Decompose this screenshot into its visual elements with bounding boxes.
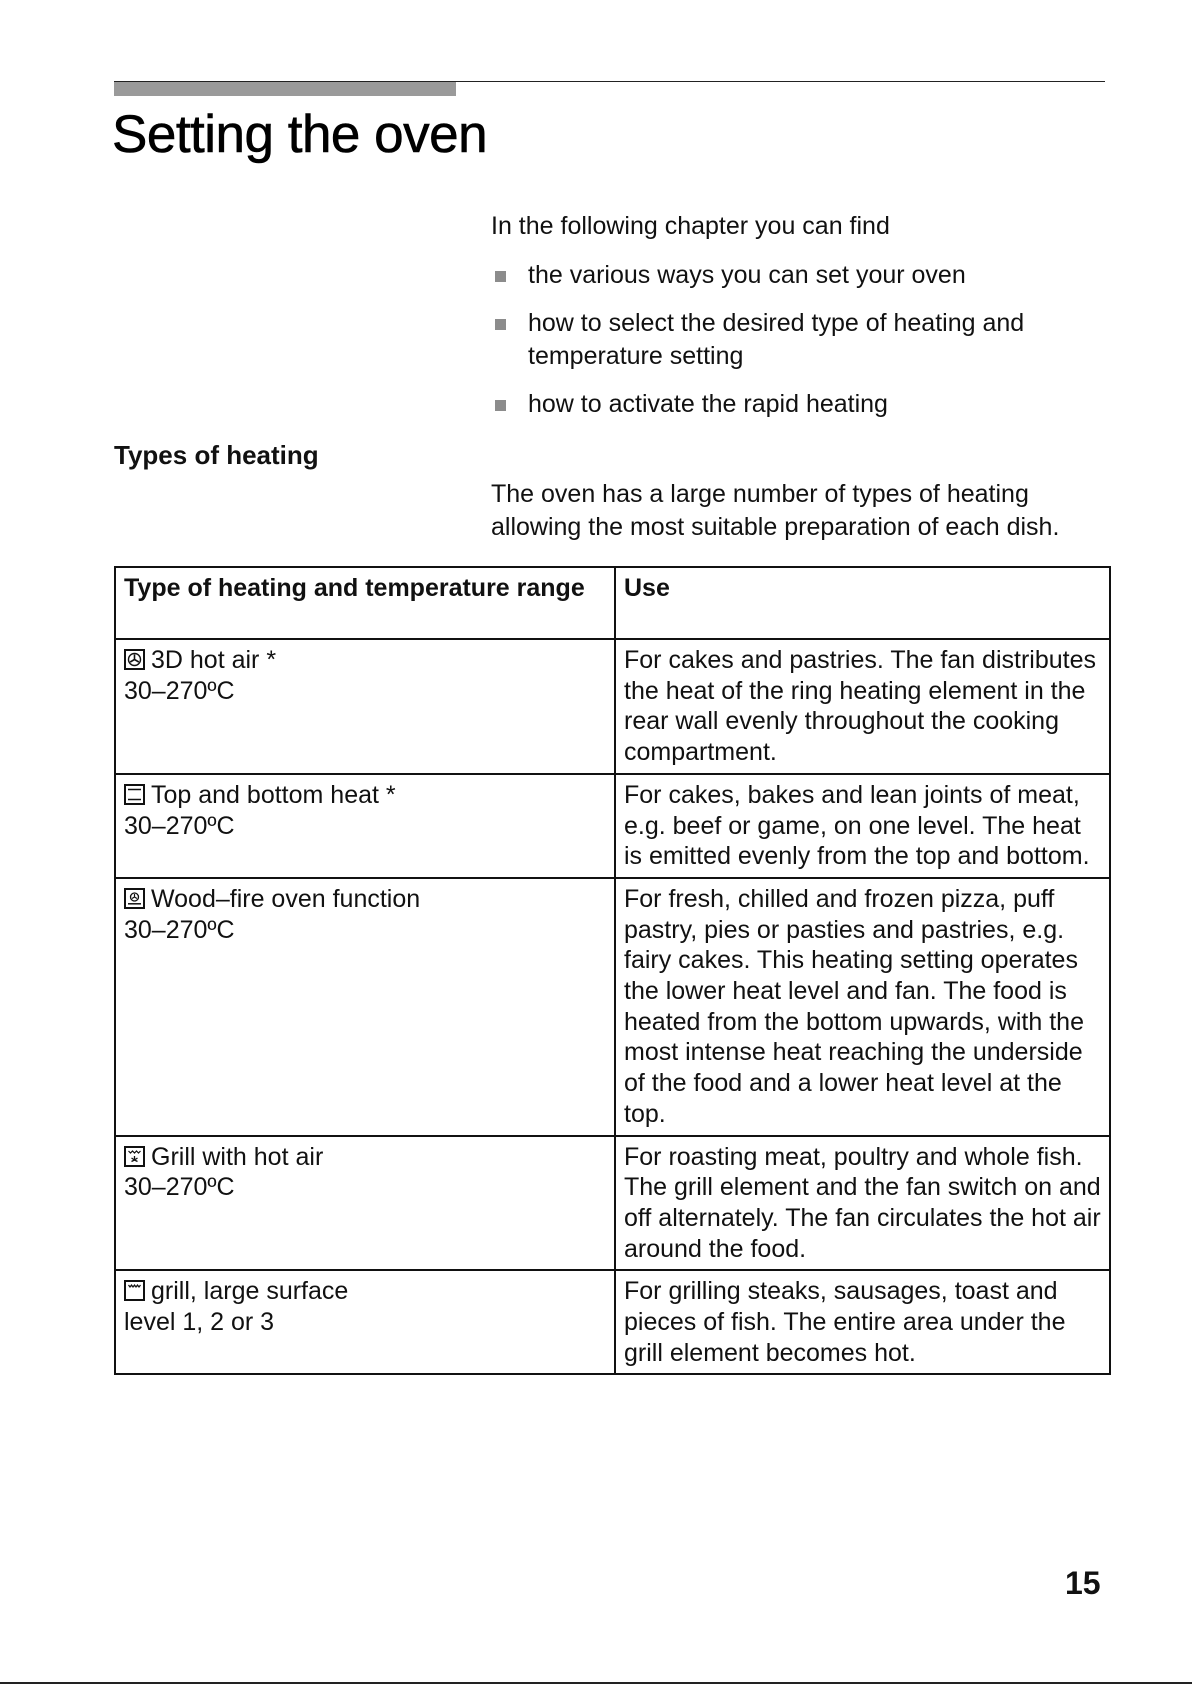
section-text: The oven has a large number of types of heating allowing the most suitable preparation of each dish. bbox=[491, 480, 1060, 541]
list-item-text: how to activate the rapid heating bbox=[528, 390, 888, 418]
section-heading: Types of heating bbox=[114, 440, 319, 470]
temperature-range: 30–270ºC bbox=[124, 676, 235, 705]
table-header-row bbox=[115, 567, 1110, 639]
temperature-range: 30–270ºC bbox=[124, 1173, 235, 1202]
3d-hot-air-icon bbox=[124, 649, 145, 670]
table-row bbox=[115, 774, 1110, 878]
intro-section bbox=[491, 210, 1111, 436]
temperature-range: 30–270ºC bbox=[124, 811, 235, 840]
list-item-text: the various ways you can set your oven bbox=[528, 261, 966, 289]
use-cell: For grilling steaks, sausages, toast and pieces of fish. The entire area under the grill element becomes hot. bbox=[615, 1270, 1110, 1374]
intro-list bbox=[491, 259, 1111, 421]
heating-type-cell bbox=[115, 1270, 615, 1374]
page-number: 15 bbox=[1065, 1565, 1101, 1601]
list-item bbox=[491, 388, 1111, 421]
use-cell: For cakes, bakes and lean joints of meat, e.g. beef or game, on one level. The heat is emitted evenly from the top and bottom. bbox=[615, 774, 1110, 878]
wood-fire-oven-icon bbox=[124, 888, 145, 909]
heating-type-cell bbox=[115, 774, 615, 878]
square-bullet-icon bbox=[495, 319, 506, 330]
table-row bbox=[115, 1136, 1110, 1271]
list-item bbox=[491, 307, 1111, 373]
list-item bbox=[491, 259, 1111, 292]
list-item-text: how to select the desired type of heating and temperature setting bbox=[528, 309, 1025, 370]
heating-type-name: Grill with hot air bbox=[151, 1142, 324, 1171]
heating-type-name: Wood–fire oven function bbox=[151, 884, 421, 913]
square-bullet-icon bbox=[495, 400, 506, 411]
temperature-range: 30–270ºC bbox=[124, 915, 235, 944]
grill-large-surface-icon bbox=[124, 1280, 145, 1301]
square-bullet-icon bbox=[495, 271, 506, 282]
column-header-use: Use bbox=[615, 567, 1110, 639]
use-cell: For cakes and pastries. The fan distributes the heat of the ring heating element in the rear wall evenly throughout the cooking compartment. bbox=[615, 639, 1110, 774]
use-cell: For roasting meat, poultry and whole fish. The grill element and the fan switch on and off alternately. The fan circulates the hot air around the food. bbox=[615, 1136, 1110, 1271]
heating-type-name: 3D hot air * bbox=[151, 646, 277, 674]
heating-type-name: Top and bottom heat * bbox=[151, 780, 396, 809]
top-bottom-heat-icon bbox=[124, 784, 145, 805]
bottom-rule bbox=[0, 1682, 1192, 1684]
heating-type-cell bbox=[115, 639, 615, 774]
heating-type-name: grill, large surface bbox=[151, 1277, 349, 1306]
chapter-bar bbox=[114, 82, 456, 96]
heating-type-cell bbox=[115, 1136, 615, 1271]
intro-lead: In the following chapter you can find bbox=[491, 212, 890, 240]
use-cell: For fresh, chilled and frozen pizza, puff pastry, pies or pasties and pastries, e.g. fairy cakes. This heating setting operates the lower heat level and fan. The food is heated from the bottom upwards, with the most intense heat reaching the underside of the food and a lower heat level at the top. bbox=[615, 878, 1110, 1136]
grill-hot-air-icon bbox=[124, 1146, 145, 1167]
table-row bbox=[115, 1270, 1110, 1374]
table-row bbox=[115, 639, 1110, 774]
heating-types-table bbox=[114, 566, 1111, 1375]
temperature-range: level 1, 2 or 3 bbox=[124, 1308, 275, 1337]
heating-type-cell bbox=[115, 878, 615, 1136]
page-title: Setting the oven bbox=[112, 105, 488, 164]
table-row bbox=[115, 878, 1110, 1136]
column-header-type: Type of heating and temperature range bbox=[115, 567, 615, 639]
